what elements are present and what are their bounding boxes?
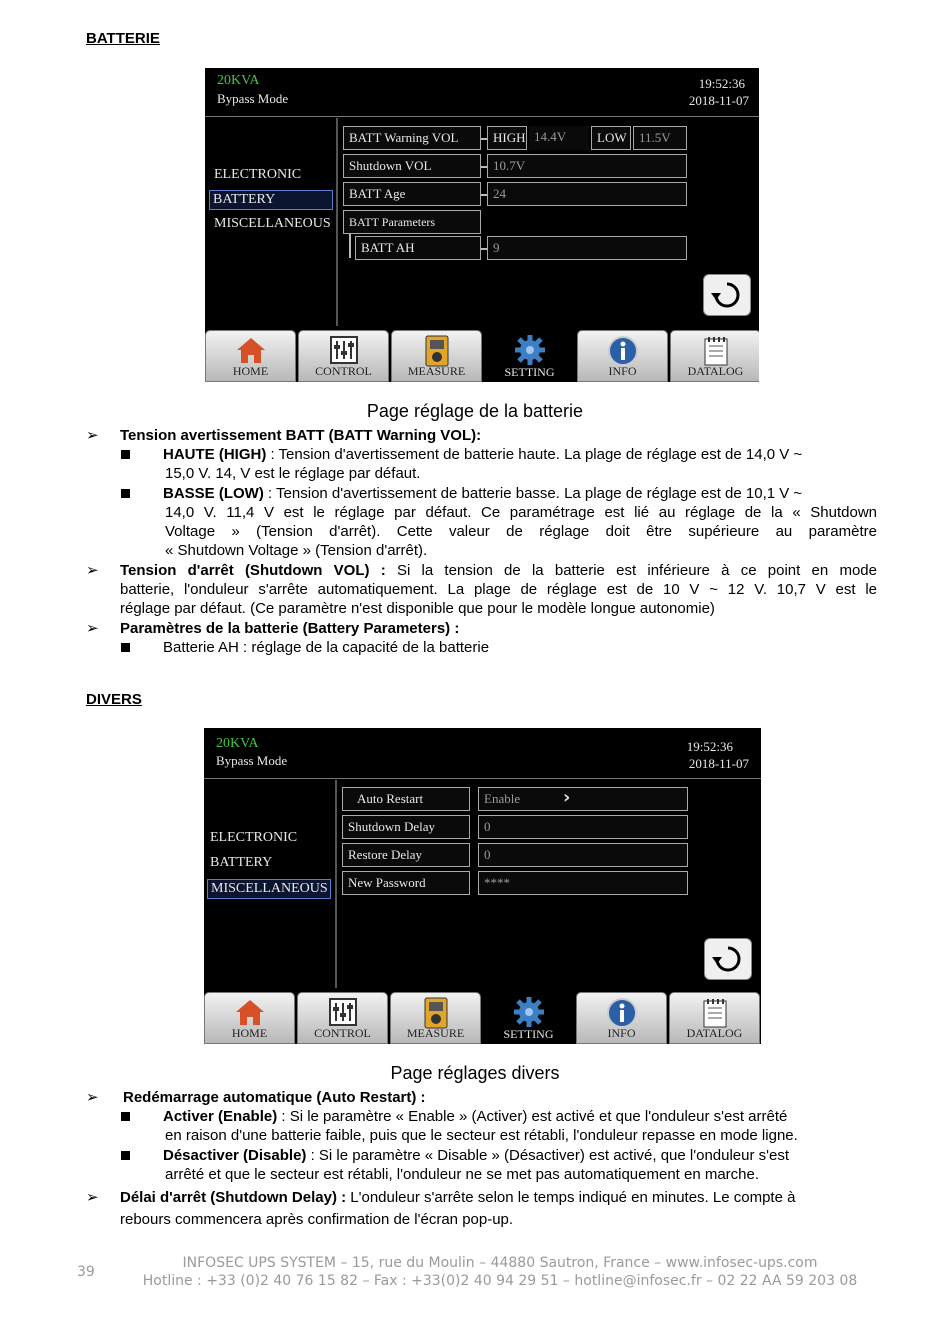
batt-age-value-field[interactable]: 24 bbox=[487, 182, 687, 206]
menu-item-miscellaneous[interactable]: MISCELLANEOUS bbox=[207, 879, 331, 899]
sliders-icon bbox=[328, 997, 358, 1027]
batt-age-label: BATT Age bbox=[343, 182, 481, 206]
square-bullet bbox=[121, 450, 130, 459]
disable-text1: : Si le paramètre « Disable » (Désactiver) est activé, que l'onduleur s'est bbox=[306, 1147, 790, 1164]
date-label: 2018-11-07 bbox=[688, 756, 749, 771]
restore-delay-value-field[interactable]: 0 bbox=[478, 843, 688, 867]
enable-text1: : Si le paramètre « Enable » (Activer) est activé et que l'onduleur s'est arrêté bbox=[277, 1108, 788, 1125]
nav-info-label: INFO bbox=[607, 1026, 636, 1040]
menu-item-battery[interactable]: BATTERY bbox=[210, 855, 273, 870]
disable-bold: Désactiver (Disable) bbox=[163, 1147, 307, 1164]
auto-restart-value: Enable bbox=[484, 791, 521, 806]
meter-icon bbox=[423, 997, 449, 1029]
section-title-divers: DIVERS bbox=[86, 691, 142, 708]
item-delay-line2: rebours commencera après confirmation de l'écran pop-up. bbox=[120, 1211, 514, 1228]
nav-setting-button[interactable] bbox=[484, 330, 575, 382]
delay-text1: L'onduleur s'arrête selon le temps indiqué en minutes. Le compte à bbox=[346, 1189, 796, 1206]
item-warning-title: Tension avertissement BATT (BATT Warning VOL): bbox=[120, 427, 482, 444]
arrow-bullet: ➢ bbox=[86, 620, 99, 637]
nav-home-label: HOME bbox=[231, 1026, 268, 1040]
new-password-label: New Password bbox=[342, 871, 470, 895]
nav-control-label: CONTROL bbox=[314, 1026, 371, 1040]
back-button[interactable] bbox=[703, 274, 751, 316]
model-label: 20KVA bbox=[217, 73, 260, 88]
arrow-bullet: ➢ bbox=[86, 1089, 99, 1106]
low-value-field[interactable]: 11.5V bbox=[633, 126, 687, 150]
batt-ah-label: BATT AH bbox=[355, 236, 481, 260]
item-high-line1 bbox=[163, 445, 877, 465]
gear-icon bbox=[513, 996, 545, 1028]
square-bullet bbox=[121, 643, 130, 652]
nav-setting-label: SETTING bbox=[503, 1027, 554, 1041]
battery-settings-screen bbox=[205, 68, 759, 382]
section-title-batterie: BATTERIE bbox=[86, 30, 160, 47]
home-icon bbox=[234, 335, 268, 365]
item-restart-title: Redémarrage automatique (Auto Restart) : bbox=[123, 1089, 426, 1106]
caption-misc-page: Page réglages divers bbox=[390, 1063, 560, 1083]
item-ah-text: Batterie AH : réglage de la capacité de la batterie bbox=[163, 639, 490, 656]
arrow-bullet: ➢ bbox=[86, 1189, 99, 1206]
item-enable-line1 bbox=[163, 1107, 877, 1127]
item-shutdown-line3: réglage par défaut. (Ce paramètre n'est disponible que pour le modèle longue autonomie) bbox=[120, 600, 715, 617]
new-password-value-field[interactable]: **** bbox=[478, 871, 688, 895]
footer-line-1: INFOSEC UPS SYSTEM – 15, rue du Moulin – 44880 Sautron, France – www.infosec-ups.com bbox=[182, 1255, 818, 1271]
nav-setting-label: SETTING bbox=[504, 365, 555, 379]
nav-control-button[interactable] bbox=[297, 992, 388, 1044]
notepad-icon bbox=[702, 335, 730, 367]
menu-item-electronic[interactable]: ELECTRONIC bbox=[214, 167, 302, 182]
menu-divider bbox=[336, 118, 338, 326]
home-icon bbox=[233, 997, 267, 1027]
nav-measure-button[interactable] bbox=[390, 992, 481, 1044]
item-low-line3: Voltage » (Tension d'arrêt). Cette valeur de réglage doit être supérieure au paramètre bbox=[165, 523, 877, 540]
high-value-field[interactable]: 14.4V bbox=[529, 126, 589, 150]
info-icon bbox=[607, 335, 639, 367]
nav-info-label: INFO bbox=[608, 364, 637, 378]
bottom-nav bbox=[204, 992, 761, 1044]
bottom-nav bbox=[205, 330, 759, 382]
sliders-icon bbox=[329, 335, 359, 365]
time-label: 19:52:36 bbox=[698, 76, 745, 91]
chevron-right-icon: › bbox=[563, 787, 571, 808]
gear-icon bbox=[514, 334, 546, 366]
arrow-bullet: ➢ bbox=[86, 562, 99, 579]
footer-line-2: Hotline : +33 (0)2 40 76 15 82 – Fax : +33(0)2 40 94 29 51 – hotline@infosec.fr – 02 22 AA 59 203 08 bbox=[142, 1273, 858, 1289]
nav-measure-label: MEASURE bbox=[406, 1026, 465, 1040]
menu-item-electronic[interactable]: ELECTRONIC bbox=[210, 830, 298, 845]
page-number: 39 bbox=[77, 1264, 95, 1280]
low-bold: BASSE (LOW) bbox=[163, 485, 264, 502]
auto-restart-value-field[interactable] bbox=[478, 787, 688, 811]
shutdown-delay-value-field[interactable]: 0 bbox=[478, 815, 688, 839]
menu-item-battery[interactable]: BATTERY bbox=[209, 190, 333, 210]
nav-measure-button[interactable] bbox=[391, 330, 482, 382]
shutdown-vol-value-field[interactable]: 10.7V bbox=[487, 154, 687, 178]
refresh-icon bbox=[705, 939, 751, 979]
nav-measure-label: MEASURE bbox=[407, 364, 466, 378]
meter-icon bbox=[424, 335, 450, 367]
square-bullet bbox=[121, 489, 130, 498]
shutdown-delay-label: Shutdown Delay bbox=[342, 815, 470, 839]
arrow-bullet: ➢ bbox=[86, 427, 99, 444]
menu-divider bbox=[335, 780, 337, 988]
item-disable-line1 bbox=[163, 1146, 877, 1166]
misc-settings-screen bbox=[204, 728, 761, 1044]
nav-info-button[interactable] bbox=[577, 330, 668, 382]
item-low-line2: 14,0 V. 11,4 V est le réglage par défaut. Ce paramétrage est lié au réglage de la « Shutdown bbox=[165, 504, 877, 521]
low-label: LOW bbox=[591, 126, 631, 150]
date-label: 2018-11-07 bbox=[688, 93, 749, 108]
square-bullet bbox=[121, 1151, 130, 1160]
batt-warning-vol-label: BATT Warning VOL bbox=[343, 126, 481, 150]
menu-item-miscellaneous[interactable]: MISCELLANEOUS bbox=[214, 216, 331, 231]
model-label: 20KVA bbox=[216, 736, 259, 751]
high-bold: HAUTE (HIGH) bbox=[163, 446, 267, 463]
nav-control-button[interactable] bbox=[298, 330, 389, 382]
nav-control-label: CONTROL bbox=[315, 364, 372, 378]
nav-home-label: HOME bbox=[232, 364, 269, 378]
tree-connector bbox=[349, 234, 351, 258]
info-icon bbox=[606, 997, 638, 1029]
enable-bold: Activer (Enable) bbox=[163, 1108, 278, 1125]
nav-info-button[interactable] bbox=[576, 992, 667, 1044]
auto-restart-label: Auto Restart bbox=[342, 787, 470, 811]
item-delay-line1 bbox=[120, 1188, 877, 1208]
shutdown-vol-label: Shutdown VOL bbox=[343, 154, 481, 178]
nav-datalog-label: DATALOG bbox=[686, 1026, 743, 1040]
item-params-title: Paramètres de la batterie (Battery Parameters) : bbox=[120, 620, 460, 637]
low-text1: : Tension d'avertissement de batterie basse. La plage de réglage est de 10,1 V ~ bbox=[263, 485, 803, 502]
header-divider bbox=[205, 116, 759, 117]
header-divider bbox=[204, 778, 761, 779]
nav-datalog-button[interactable] bbox=[670, 330, 759, 382]
refresh-icon bbox=[704, 275, 750, 315]
time-label: 19:52:36 bbox=[686, 739, 733, 754]
batt-parameters-label[interactable]: BATT Parameters bbox=[343, 210, 481, 234]
high-label: HIGH bbox=[487, 126, 527, 150]
batt-ah-value-field[interactable]: 9 bbox=[487, 236, 687, 260]
restore-delay-label: Restore Delay bbox=[342, 843, 470, 867]
item-enable-line2: en raison d'une batterie faible, puis que le secteur est rétabli, l'onduleur repasse en mode ligne. bbox=[165, 1127, 798, 1144]
shutdown-text1: Si la tension de la batterie est inférieure à ce point en mode bbox=[385, 562, 877, 579]
item-low-line1 bbox=[163, 484, 877, 504]
square-bullet bbox=[121, 1112, 130, 1121]
item-disable-line2: arrêté et que le secteur est rétabli, l'onduleur ne se met pas automatiquement en marche. bbox=[165, 1166, 760, 1183]
back-button[interactable] bbox=[704, 938, 752, 980]
delay-bold: Délai d'arrêt (Shutdown Delay) : bbox=[120, 1189, 347, 1206]
item-shutdown-line2: batterie, l'onduleur s'arrête automatiquement. La plage de réglage est de 10 V ~ 12 V. 10,7 V est le bbox=[120, 581, 877, 598]
mode-label: Bypass Mode bbox=[216, 753, 288, 768]
item-shutdown-line1 bbox=[120, 561, 877, 581]
item-low-line4: « Shutdown Voltage » (Tension d'arrêt). bbox=[165, 542, 428, 559]
nav-datalog-button[interactable] bbox=[669, 992, 760, 1044]
nav-setting-button[interactable] bbox=[483, 992, 574, 1044]
mode-label: Bypass Mode bbox=[217, 91, 289, 106]
notepad-icon bbox=[701, 997, 729, 1029]
caption-battery-page: Page réglage de la batterie bbox=[366, 401, 584, 421]
nav-datalog-label: DATALOG bbox=[687, 364, 744, 378]
shutdown-bold: Tension d'arrêt (Shutdown VOL) : bbox=[120, 562, 386, 579]
nav-home-button[interactable] bbox=[205, 330, 296, 382]
nav-home-button[interactable] bbox=[204, 992, 295, 1044]
item-high-line2: 15,0 V. 14, V est le réglage par défaut. bbox=[165, 465, 421, 482]
high-text1: : Tension d'avertissement de batterie haute. La plage de réglage est de 14,0 V ~ bbox=[266, 446, 803, 463]
